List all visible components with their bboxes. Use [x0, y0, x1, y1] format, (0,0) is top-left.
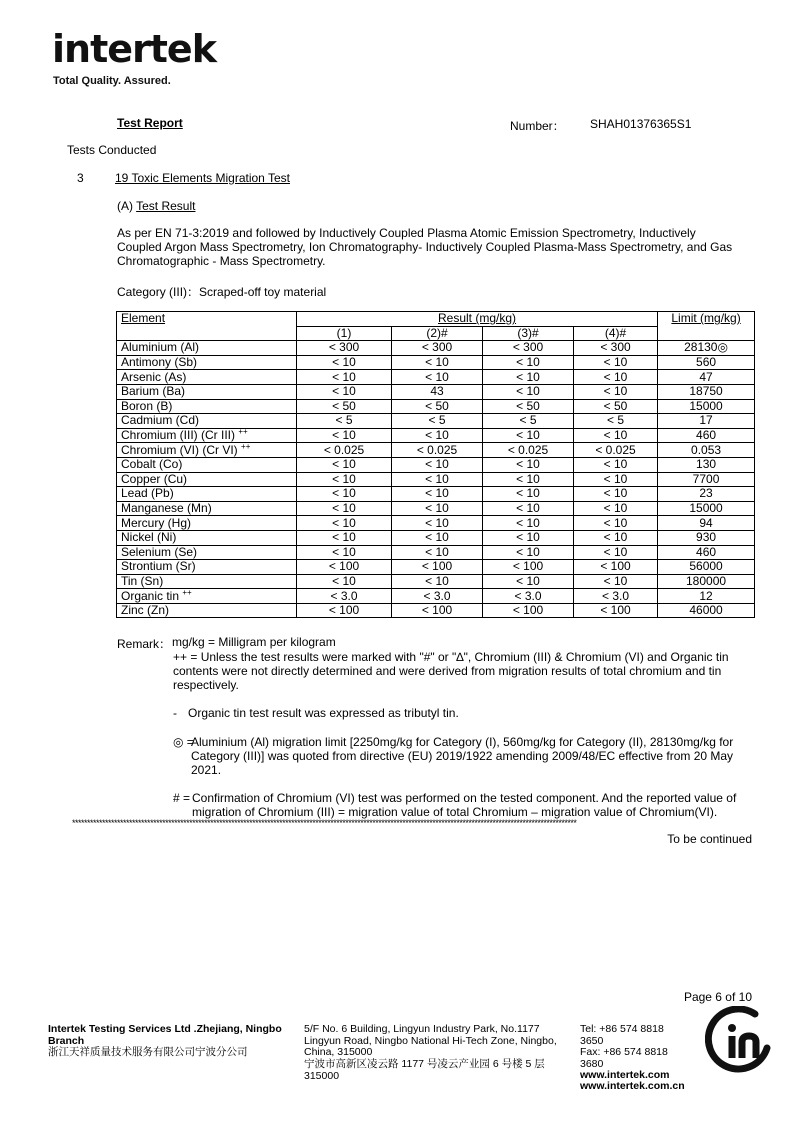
element-name-cell — [117, 603, 297, 618]
element-name-cell — [117, 516, 297, 531]
result-cell: < 10 — [392, 457, 483, 472]
result-cell: < 10 — [297, 516, 392, 531]
result-cell: < 10 — [297, 428, 392, 443]
table-row — [117, 355, 755, 370]
result-cell: < 10 — [297, 574, 392, 589]
element-name: Organic tin — [121, 588, 180, 603]
element-name: Cobalt (Co) — [121, 457, 183, 472]
result-cell: < 10 — [483, 501, 574, 516]
result-cell: < 0.025 — [297, 443, 392, 458]
limit-cell: 23 — [658, 487, 755, 502]
sub-heading-prefix: (A) — [117, 199, 133, 213]
result-cell: < 10 — [574, 355, 658, 370]
result-cell: < 10 — [392, 370, 483, 385]
result-cell: < 3.0 — [297, 589, 392, 604]
table-row — [117, 501, 755, 516]
limit-cell: 56000 — [658, 560, 755, 575]
limit-cell: 94 — [658, 516, 755, 531]
element-name: Boron (B) — [121, 398, 173, 413]
element-name-cell — [117, 545, 297, 560]
element-name-cell — [117, 384, 297, 399]
result-cell: < 50 — [483, 399, 574, 414]
table-row — [117, 414, 755, 429]
table-row — [117, 530, 755, 545]
element-name: Chromium (III) (Cr III) — [121, 428, 235, 443]
to-be-continued: To be continued — [667, 832, 752, 846]
header-element: Element — [117, 312, 297, 341]
element-name: Manganese (Mn) — [121, 501, 212, 516]
footer-website[interactable]: www.intertek.com — [580, 1069, 670, 1081]
remark-hash-mark: # = — [173, 791, 191, 805]
brand-logo: intertek — [52, 27, 216, 71]
element-name-cell — [117, 399, 297, 414]
header-result: Result (mg/kg) — [297, 312, 658, 327]
element-name: Zinc (Zn) — [121, 603, 169, 618]
element-name-cell — [117, 560, 297, 575]
result-cell: < 300 — [574, 341, 658, 356]
element-name: Mercury (Hg) — [121, 515, 192, 530]
remark-plusplus: ++ = Unless the test results were marked with "#" or "∆", Chromium (III) & Chromium (VI) and Organic tin contents were not directly determined and were derived from migration results of total chromium and tin respectively. — [173, 650, 729, 692]
result-cell: < 10 — [483, 384, 574, 399]
results-table — [116, 311, 755, 618]
result-cell: < 10 — [483, 574, 574, 589]
limit-cell: 180000 — [658, 574, 755, 589]
result-cell: < 10 — [574, 457, 658, 472]
remark-circle-mark: ◎ = — [173, 735, 194, 749]
result-cell: < 0.025 — [392, 443, 483, 458]
element-name: Selenium (Se) — [121, 544, 198, 559]
element-name-cell — [117, 457, 297, 472]
result-cell: < 10 — [392, 516, 483, 531]
limit-cell: 46000 — [658, 603, 755, 618]
table-row — [117, 428, 755, 443]
result-cell: < 3.0 — [392, 589, 483, 604]
footer-tel: Tel: +86 574 8818 3650 — [580, 1023, 664, 1047]
result-cell: < 10 — [297, 487, 392, 502]
result-cell: < 100 — [297, 603, 392, 618]
element-name-cell — [117, 574, 297, 589]
limit-cell: 460 — [658, 545, 755, 560]
table-row — [117, 589, 755, 604]
result-cell: < 10 — [574, 516, 658, 531]
result-cell: < 10 — [392, 487, 483, 502]
result-cell: < 10 — [574, 370, 658, 385]
result-cell: < 10 — [574, 530, 658, 545]
intertek-circle-icon — [705, 1006, 775, 1076]
footnote-marker: ++ — [182, 587, 192, 597]
footer-company: Intertek Testing Services Ltd .Zhejiang, Ningbo Branch — [48, 1023, 282, 1047]
result-cell: < 10 — [483, 472, 574, 487]
table-row — [117, 443, 755, 458]
result-cell: < 10 — [392, 472, 483, 487]
element-name: Copper (Cu) — [121, 471, 188, 486]
end-stars: ************************************************************************************************************************************************************************ — [72, 818, 577, 828]
sub-heading-title: Test Result — [136, 199, 196, 213]
result-cell: < 10 — [574, 574, 658, 589]
element-name-cell — [117, 414, 297, 429]
result-cell: 43 — [392, 384, 483, 399]
element-name-cell — [117, 428, 297, 443]
table-row — [117, 384, 755, 399]
result-cell: < 50 — [574, 399, 658, 414]
footer-company-cn: 浙江天祥质量技术服务有限公司宁波分公司 — [48, 1046, 248, 1058]
result-cell: < 10 — [297, 384, 392, 399]
result-cell: < 100 — [483, 603, 574, 618]
result-cell: < 10 — [574, 545, 658, 560]
table-row — [117, 370, 755, 385]
element-name-cell — [117, 355, 297, 370]
element-name: Chromium (VI) (Cr VI) — [121, 442, 238, 457]
result-cell: < 10 — [392, 428, 483, 443]
result-cell: < 10 — [297, 472, 392, 487]
result-cell: < 10 — [483, 545, 574, 560]
result-cell: < 10 — [297, 545, 392, 560]
result-cell: < 10 — [483, 370, 574, 385]
result-cell: < 10 — [483, 516, 574, 531]
result-cell: < 100 — [483, 560, 574, 575]
table-row — [117, 341, 755, 356]
category-text: Category (III)：Scraped-off toy material — [117, 285, 327, 299]
element-name: Nickel (Ni) — [121, 530, 177, 545]
tests-conducted-heading: Tests Conducted — [67, 143, 157, 157]
limit-cell: 28130◎ — [658, 341, 755, 356]
result-cell: < 5 — [392, 414, 483, 429]
result-cell: < 10 — [483, 457, 574, 472]
result-cell: < 10 — [392, 574, 483, 589]
footnote-marker: ++ — [238, 427, 248, 437]
footer-address-cn: 宁波市高新区凌云路 1177 号凌云产业园 6 号楼 5 层 315000 — [304, 1058, 545, 1082]
element-name-cell — [117, 589, 297, 604]
result-cell: < 100 — [392, 603, 483, 618]
result-cell: < 0.025 — [483, 443, 574, 458]
limit-cell: 7700 — [658, 472, 755, 487]
result-cell: < 100 — [574, 603, 658, 618]
result-cell: < 5 — [483, 414, 574, 429]
result-cell: < 10 — [574, 472, 658, 487]
subheader-3: (3)# — [483, 326, 574, 341]
element-name: Aluminium (Al) — [121, 340, 200, 355]
limit-cell: 0.053 — [658, 443, 755, 458]
footnote-marker: ++ — [241, 441, 251, 451]
result-cell: < 10 — [392, 545, 483, 560]
element-name-cell — [117, 443, 297, 458]
remark-units: mg/kg = Milligram per kilogram — [172, 635, 336, 649]
result-cell: < 10 — [483, 530, 574, 545]
element-name-cell — [117, 530, 297, 545]
table-header-row — [117, 312, 755, 327]
element-name-cell — [117, 370, 297, 385]
result-cell: < 10 — [574, 428, 658, 443]
result-cell: < 300 — [297, 341, 392, 356]
limit-cell: 930 — [658, 530, 755, 545]
report-number: SHAH01376365S1 — [590, 117, 692, 131]
element-name: Barium (Ba) — [121, 384, 186, 399]
limit-cell: 15000 — [658, 501, 755, 516]
result-cell: < 50 — [392, 399, 483, 414]
brand-tagline: Total Quality. Assured. — [53, 75, 171, 87]
report-title: Test Report — [117, 116, 183, 130]
element-name: Tin (Sn) — [121, 573, 164, 588]
table-row — [117, 574, 755, 589]
result-cell: < 100 — [392, 560, 483, 575]
result-cell: < 10 — [574, 487, 658, 502]
limit-cell: 47 — [658, 370, 755, 385]
result-cell: < 10 — [297, 457, 392, 472]
result-cell: < 10 — [392, 501, 483, 516]
element-name-cell — [117, 341, 297, 356]
remark-dash: Organic tin test result was expressed as tributyl tin. — [188, 706, 459, 720]
footer-address: 5/F No. 6 Building, Lingyun Industry Park, No.1177 Lingyun Road, Ningbo National Hi-Tech Zone, Ningbo, China, 315000 — [304, 1023, 557, 1058]
result-cell: < 10 — [574, 384, 658, 399]
table-row — [117, 472, 755, 487]
result-cell: < 10 — [483, 355, 574, 370]
remark-dash-mark: - — [173, 706, 177, 720]
subheader-2: (2)# — [392, 326, 483, 341]
subheader-1: (1) — [297, 326, 392, 341]
table-row — [117, 603, 755, 618]
result-cell: < 300 — [392, 341, 483, 356]
result-cell: < 5 — [574, 414, 658, 429]
result-cell: < 50 — [297, 399, 392, 414]
limit-cell: 18750 — [658, 384, 755, 399]
element-name: Strontium (Sr) — [121, 559, 196, 574]
table-row — [117, 516, 755, 531]
result-cell: < 10 — [392, 530, 483, 545]
limit-cell: 130 — [658, 457, 755, 472]
result-cell: < 3.0 — [574, 589, 658, 604]
result-cell: < 5 — [297, 414, 392, 429]
result-cell: < 100 — [297, 560, 392, 575]
report-number-label: Number： — [510, 119, 565, 133]
remark-circle: Aluminium (Al) migration limit [2250mg/kg for Category (I), 560mg/kg for Category (II), 28130mg/kg for Category (III)] was quoted from directive (EU) 2019/1922 amending 2009/48/EC effective from 20 May 2021. — [191, 735, 734, 777]
method-text: As per EN 71-3:2019 and followed by Inductively Coupled Plasma Atomic Emission Spectrometry, Inductively Coupled Argon Mass Spectrometry, Ion Chromatography- Inductively Coupled Plasma-Mass Spectrometry, and Gas Chromatographic - Mass Spectrometry. — [117, 226, 733, 268]
table-row — [117, 560, 755, 575]
element-name: Arsenic (As) — [121, 369, 187, 384]
element-name-cell — [117, 472, 297, 487]
table-row — [117, 399, 755, 414]
sub-heading — [117, 199, 195, 213]
element-name: Cadmium (Cd) — [121, 413, 200, 428]
result-cell: < 10 — [297, 370, 392, 385]
result-cell: < 3.0 — [483, 589, 574, 604]
result-cell: < 100 — [574, 560, 658, 575]
limit-cell: 560 — [658, 355, 755, 370]
table-row — [117, 457, 755, 472]
result-cell: < 10 — [297, 355, 392, 370]
element-name: Lead (Pb) — [121, 486, 174, 501]
subheader-4: (4)# — [574, 326, 658, 341]
limit-cell: 15000 — [658, 399, 755, 414]
element-name-cell — [117, 487, 297, 502]
table-row — [117, 545, 755, 560]
limit-cell: 17 — [658, 414, 755, 429]
header-limit: Limit (mg/kg) — [658, 312, 755, 341]
element-name-cell — [117, 501, 297, 516]
footer-fax: Fax: +86 574 8818 3680 — [580, 1046, 668, 1070]
remark-label: Remark： — [117, 637, 172, 651]
result-cell: < 10 — [392, 355, 483, 370]
remark-hash: Confirmation of Chromium (VI) test was performed on the tested component. And the reported value of migration of Chromium (III) = migration value of total Chromium – migration value of Chromium(VI). — [192, 791, 737, 819]
item-number: 3 — [77, 171, 84, 185]
result-cell: < 10 — [483, 428, 574, 443]
footer-website-cn[interactable]: www.intertek.com.cn — [580, 1080, 685, 1092]
limit-cell: 12 — [658, 589, 755, 604]
element-name: Antimony (Sb) — [121, 355, 198, 370]
result-cell: < 10 — [574, 501, 658, 516]
table-row — [117, 487, 755, 502]
result-cell: < 300 — [483, 341, 574, 356]
result-cell: < 10 — [297, 530, 392, 545]
result-cell: < 0.025 — [574, 443, 658, 458]
result-cell: < 10 — [297, 501, 392, 516]
item-title: 19 Toxic Elements Migration Test — [115, 171, 290, 185]
result-cell: < 10 — [483, 487, 574, 502]
page-number: Page 6 of 10 — [683, 990, 752, 1004]
limit-cell: 460 — [658, 428, 755, 443]
